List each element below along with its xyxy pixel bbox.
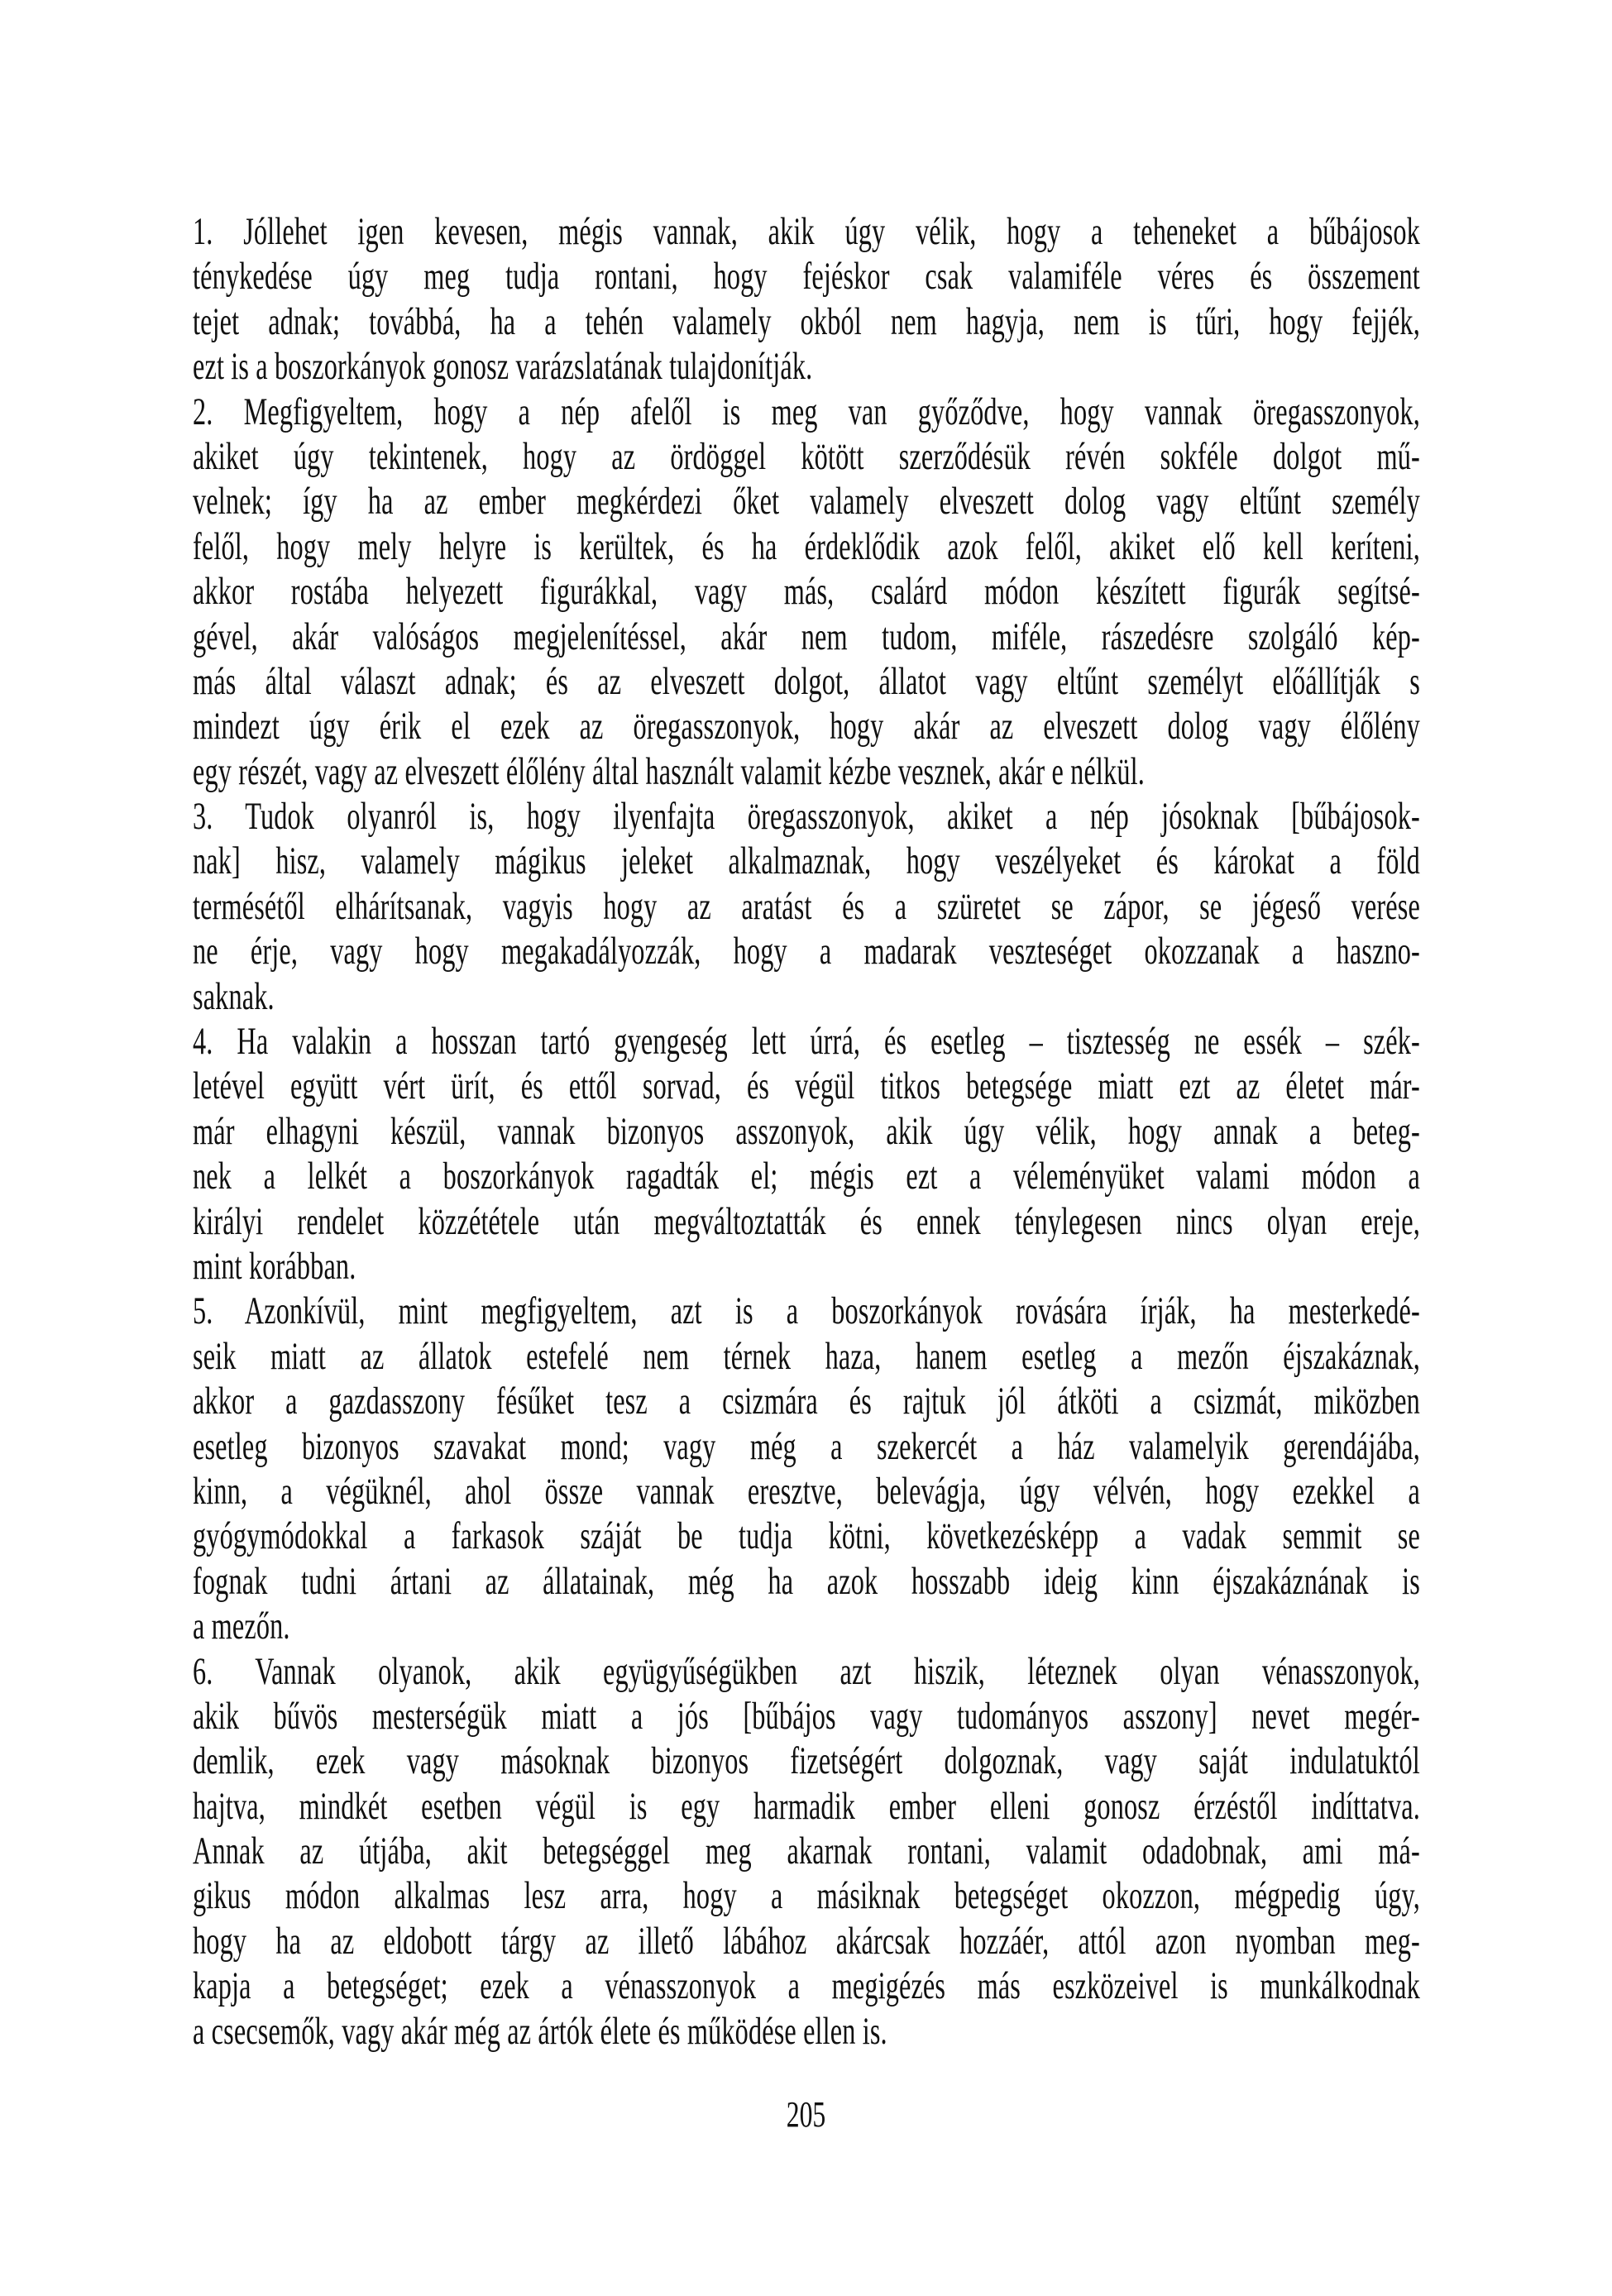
page-number: 205 xyxy=(786,2094,826,2135)
text-line: 4. Ha valakin a hosszan tartó gyengeség lett úrrá, és esetleg – tisztesség ne essék – szék- xyxy=(193,1020,1420,1064)
text-line: velnek; így ha az ember megkérdezi őket valamely elveszett dolog vagy eltűnt személy xyxy=(193,480,1420,524)
text-line: esetleg bizonyos szavakat mond; vagy még a szekercét a ház valamelyik gerendájába, xyxy=(193,1424,1420,1468)
text-line: egy részét, vagy az elveszett élőlény által használt valamit kézbe vesznek, akár e nélkül. xyxy=(193,749,1145,793)
text-line: Annak az útjába, akit betegséggel meg akarnak rontani, valamit odadobnak, ami má- xyxy=(193,1830,1420,1873)
text-line: tejet adnak; továbbá, ha a tehén valamely okból nem hagyja, nem is tűri, hogy fejjék, xyxy=(193,299,1420,343)
text-line: letével együtt vért ürít, és ettől sorvad, és végül titkos betegsége miatt ezt az életet már- xyxy=(193,1064,1420,1108)
text-line: a mezőn. xyxy=(193,1605,290,1648)
text-line: saknak. xyxy=(193,974,275,1018)
text-line: 2. Megfigyeltem, hogy a nép afelől is meg van győződve, hogy vannak öregasszonyok, xyxy=(193,390,1420,433)
text-line: hajtva, mindkét esetben végül is egy harmadik ember elleni gonosz érzéstől indíttatva. xyxy=(193,1784,1420,1828)
text-line: mint korábban. xyxy=(193,1244,356,1288)
text-line: 3. Tudok olyanról is, hogy ilyenfajta öregasszonyok, akiket a nép jósoknak [bűbájosok- xyxy=(193,795,1420,839)
text-line: felől, hogy mely helyre is kerültek, és ha érdeklődik azok felől, akiket elő kell keríteni, xyxy=(193,524,1420,568)
text-line: mindezt úgy érik el ezek az öregasszonyok, hogy akár az elveszett dolog vagy élőlény xyxy=(193,705,1420,749)
text-line: 1. Jóllehet igen kevesen, mégis vannak, akik úgy vélik, hogy a teheneket a bűbájosok xyxy=(193,210,1420,253)
text-line: 6. Vannak olyanok, akik együgyűségükben azt hiszik, léteznek olyan vénasszonyok, xyxy=(193,1649,1420,1693)
text-line: kinn, a végüknél, ahol össze vannak eresztve, belevágja, úgy vélvén, hogy ezekkel a xyxy=(193,1469,1420,1513)
text-line: királyi rendelet közzététele után megváltoztatták és ennek ténylegesen nincs olyan ereje, xyxy=(193,1199,1420,1243)
text-line: termésétől elhárítsanak, vagyis hogy az aratást és a szüretet se zápor, se jégeső verése xyxy=(193,884,1420,928)
text-line: akiket úgy tekintenek, hogy az ördöggel kötött szerződésük révén sokféle dolgot mű- xyxy=(193,434,1420,478)
text-line: akik bűvös mesterségük miatt a jós [bűbájos vagy tudományos asszony] nevet megér- xyxy=(193,1694,1420,1738)
text-line: akkor rostába helyezett figurákkal, vagy más, csalárd módon készített figurák segítsé- xyxy=(193,570,1420,614)
text-line: ne érje, vagy hogy megakadályozzák, hogy a madarak veszteséget okozzanak a haszno- xyxy=(193,930,1420,973)
text-line: a csecsemők, vagy akár még az ártók élete és működése ellen is. xyxy=(193,2009,887,2053)
text-line: nek a lelkét a boszorkányok ragadták el; mégis ezt a véleményüket valami módon a xyxy=(193,1155,1420,1198)
text-line: már elhagyni készül, vannak bizonyos asszonyok, akik úgy vélik, hogy annak a beteg- xyxy=(193,1109,1420,1153)
text-line: 5. Azonkívül, mint megfigyeltem, azt is a boszorkányok rovására írják, ha mesterkedé- xyxy=(193,1289,1420,1333)
text-line: gyógymódokkal a farkasok száját be tudja kötni, következésképp a vadak semmit se xyxy=(193,1514,1420,1558)
text-line: kapja a betegséget; ezek a vénasszonyok a megigézés más eszközeivel is munkálkodnak xyxy=(193,1964,1420,2008)
text-line: nak] hisz, valamely mágikus jeleket alkalmaznak, hogy veszélyeket és károkat a föld xyxy=(193,839,1420,883)
text-line: demlik, ezek vagy másoknak bizonyos fizetségért dolgoznak, vagy saját indulatuktól xyxy=(193,1739,1420,1783)
text-line: fognak tudni ártani az állatainak, még ha azok hosszabb ideig kinn éjszakáznának is xyxy=(193,1559,1420,1603)
text-line: hogy ha az eldobott tárgy az illető lábához akárcsak hozzáér, attól azon nyomban meg- xyxy=(193,1919,1420,1963)
text-line: gikus módon alkalmas lesz arra, hogy a másiknak betegséget okozzon, mégpedig úgy, xyxy=(193,1874,1420,1918)
text-line: gével, akár valóságos megjelenítéssel, akár nem tudom, miféle, rászedésre szolgáló kép- xyxy=(193,615,1420,658)
text-line: ténykedése úgy meg tudja rontani, hogy fejéskor csak valamiféle véres és összement xyxy=(193,255,1420,299)
text-line: akkor a gazdasszony fésűket tesz a csizmára és rajtuk jól átköti a csizmát, miközben xyxy=(193,1380,1420,1423)
text-line: ezt is a boszorkányok gonosz varázslatának tulajdonítják. xyxy=(193,345,813,389)
text-line: seik miatt az állatok estefelé nem térnek haza, hanem esetleg a mezőn éjszakáznak, xyxy=(193,1334,1420,1378)
text-block xyxy=(193,209,1420,2054)
text-line: más által választ adnak; és az elveszett dolgot, állatot vagy eltűnt személyt előállítják s xyxy=(193,659,1420,703)
